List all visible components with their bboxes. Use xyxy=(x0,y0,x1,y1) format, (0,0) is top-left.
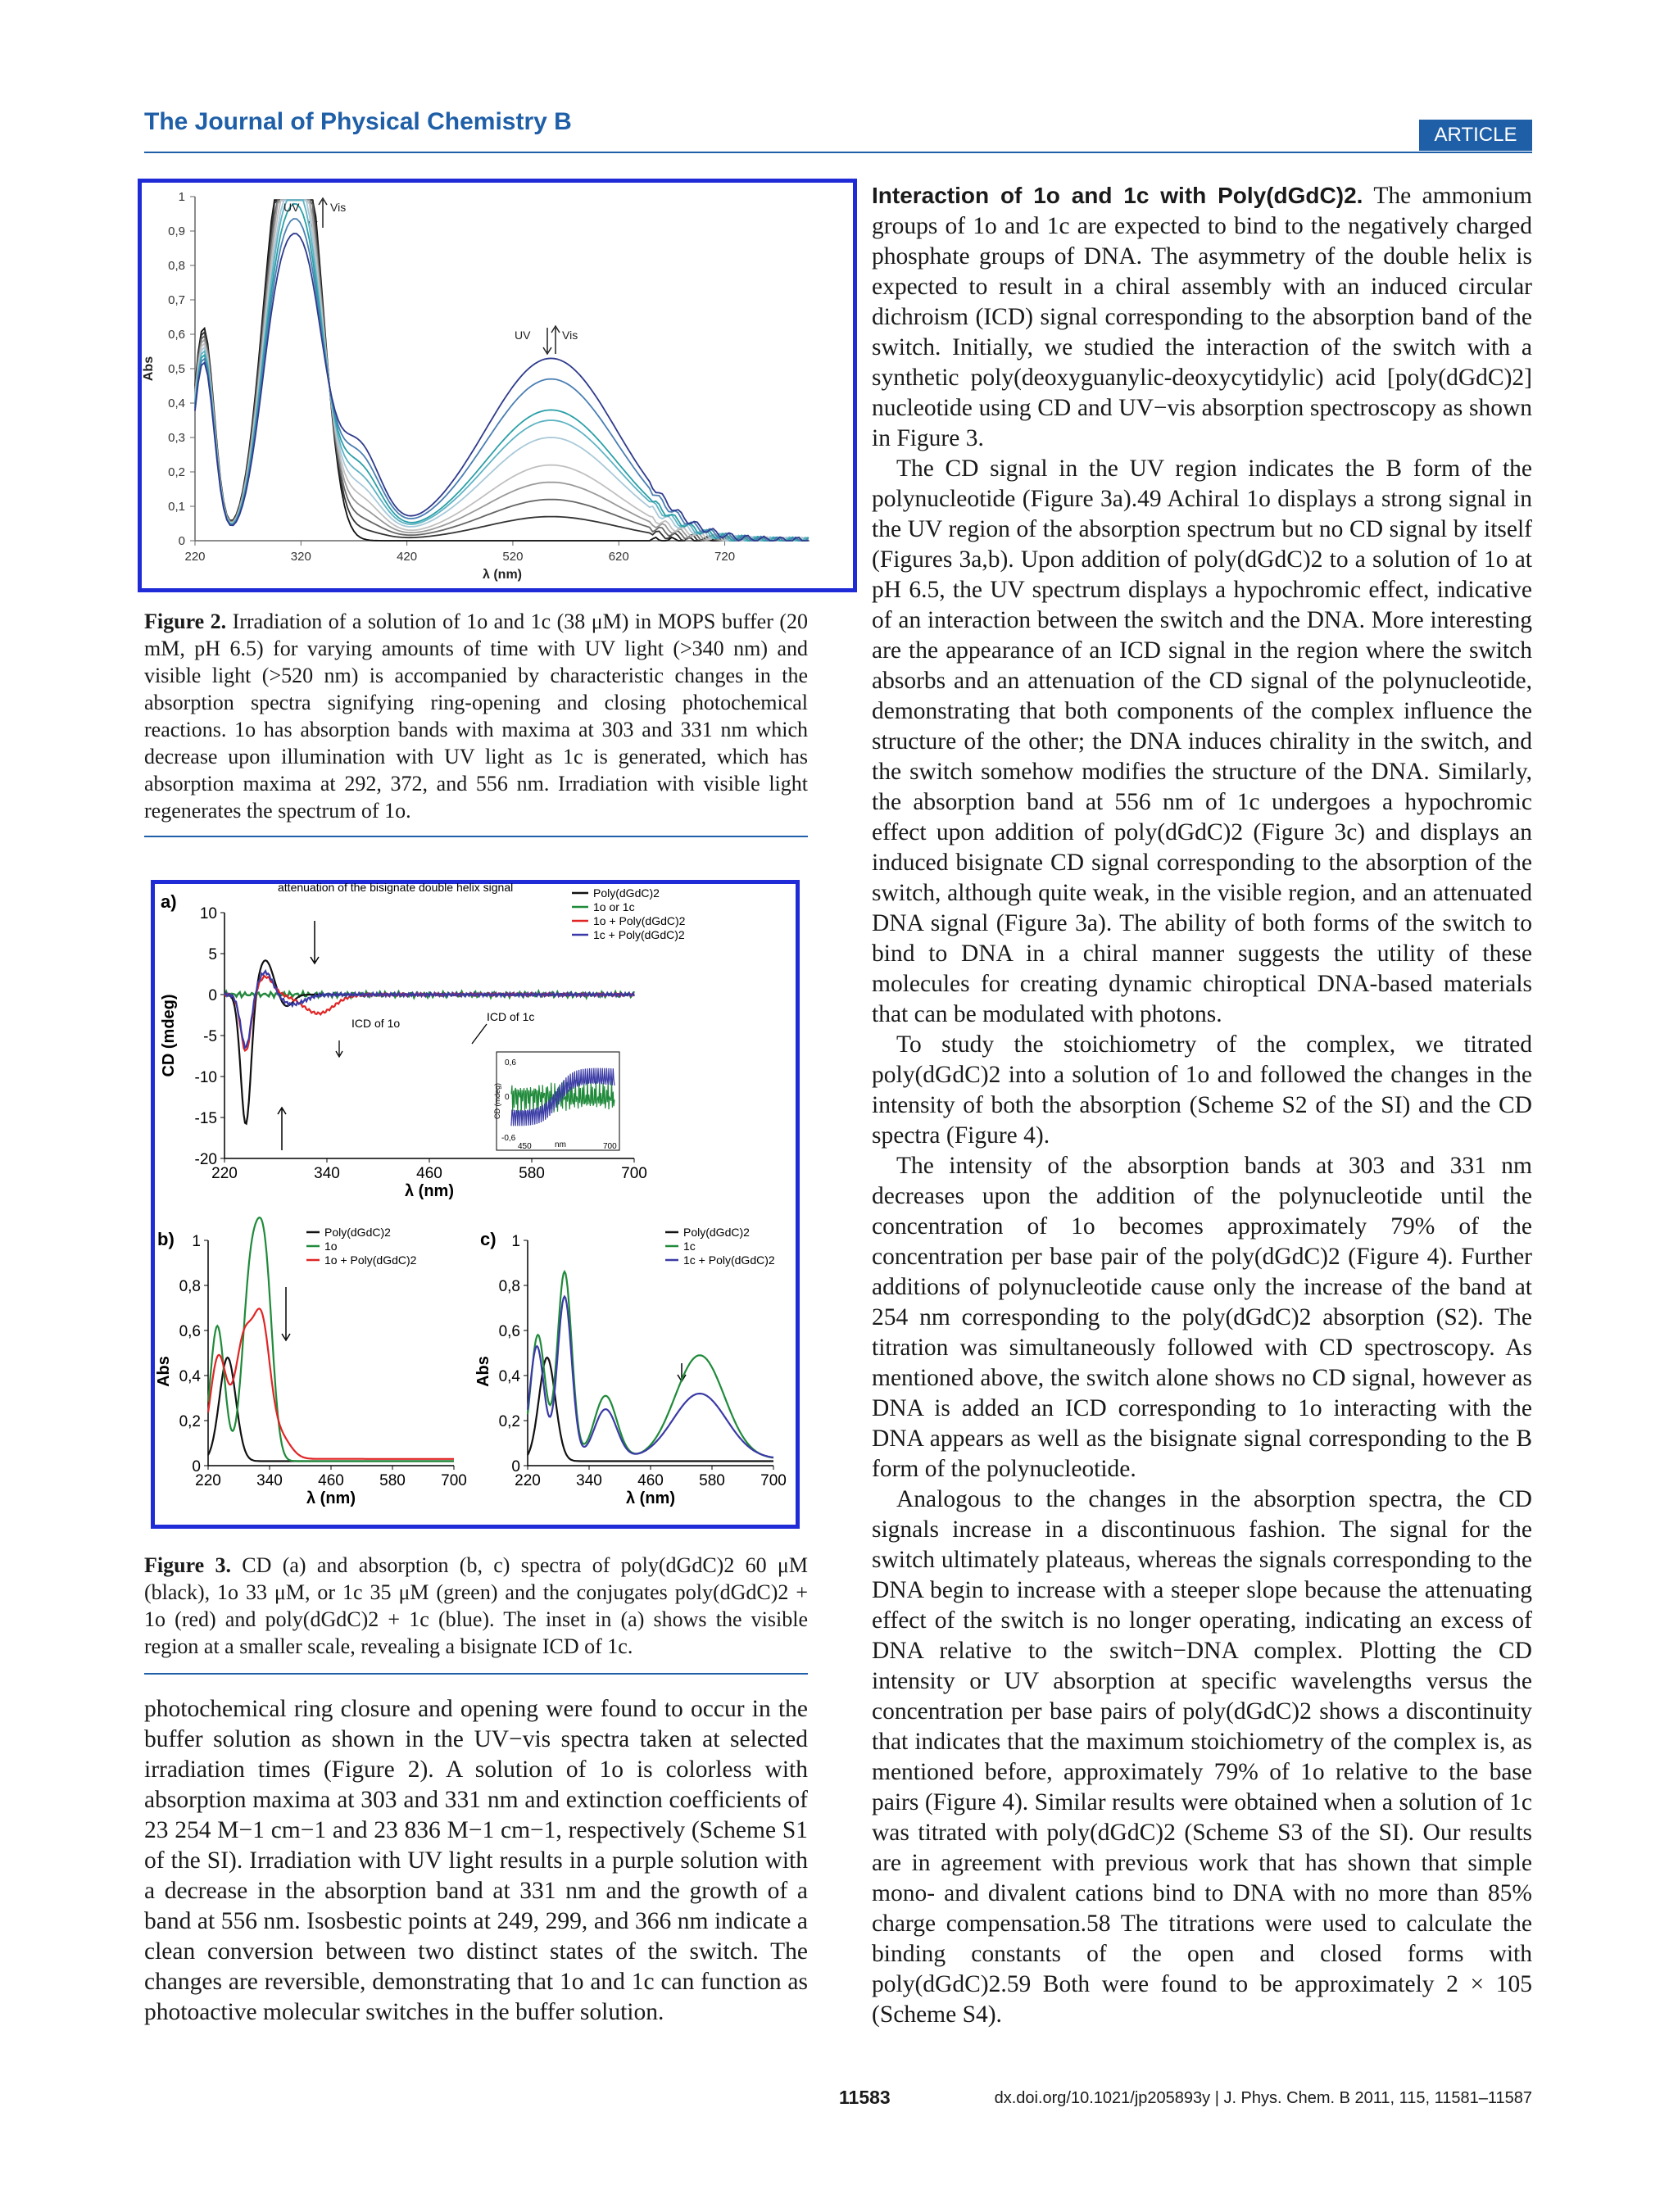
panel-a-label: a) xyxy=(161,891,177,912)
figure-2-caption-text: Irradiation of a solution of 1o and 1c (38 μM) in MOPS buffer (20 mM, pH 6.5) for varying amounts of time with UV light (>340 nm) and visible light (>520 nm) is accompanied by characteristic changes in the absorption spectra signifying ring-opening and closing photochemical reactions. 1o has absorption bands with maxima at 303 and 331 nm which decrease upon illumination with UV light as 1c is generated, which has absorption maxima at 292, 372, and 556 nm. Irradiation with visible light regenerates the spectrum of 1o. xyxy=(144,610,808,823)
panel-c-x-axis-label: λ (nm) xyxy=(626,1489,675,1507)
panel-c-label: c) xyxy=(480,1229,497,1249)
annotation-uv-2: UV xyxy=(515,329,531,342)
panel-c-x-tick-label: 580 xyxy=(699,1472,725,1489)
cd-1o-poly xyxy=(224,976,634,1050)
panel-b-y-tick-label: 0,4 xyxy=(179,1368,201,1385)
arrow-attenuation xyxy=(311,921,319,963)
y-axis-label: Abs xyxy=(142,356,156,382)
x-axis-label: λ (nm) xyxy=(483,568,522,582)
panel-c-y-tick-label: 0,8 xyxy=(498,1278,520,1295)
y-tick-label: 0,8 xyxy=(168,259,185,273)
x-tick-label: 320 xyxy=(290,550,311,564)
inset-x-label: nm xyxy=(555,1140,566,1149)
panel-a-x-tick-label: 220 xyxy=(211,1165,238,1182)
panel-b-label: b) xyxy=(157,1229,175,1249)
spectrum-line xyxy=(195,233,809,541)
legend-label: 1c + Poly(dGdC)2 xyxy=(683,1253,775,1267)
paragraph-5: Analogous to the changes in the absorption spectra, the CD signals increase in a discontinuous fashion. The signal for the switch ultimately plateaus, whereas the signals corresponding to the DNA begin to increase with a steeper slope because the attenuating effect of the switch is no longer operating, indicating an excess of DNA relative to the switch−DNA complex. Plotting the CD intensity or UV absorption at specific wavelengths versus the concentration per base pairs of poly(dGdC)2 shows a discontinuity that indicates that the maximum stoichiometry of the complex is, as mentioned before, approximately 79% of 1o relative to the base pairs (Figure 4). Similar results were obtained when a solution of 1c was titrated with poly(dGdC)2 (Scheme S3 of the SI). Our results are in agreement with previous work that has shown that simple mono- and divalent cations bind to DNA with no more than 85% charge compensation.58 The titrations were used to calculate the binding constants of the open and closed forms with poly(dGdC)2.59 Both were found to be approximately 2 × 105 (Scheme S4). xyxy=(872,1486,1532,2028)
arrow-up-a xyxy=(278,1108,286,1150)
x-tick-label: 620 xyxy=(608,550,629,564)
arrow-up-2 xyxy=(551,326,560,354)
panel-a-x-axis-label: λ (nm) xyxy=(405,1182,454,1200)
inset-y-label: CD (mdeg) xyxy=(493,1082,501,1120)
figure-2-caption xyxy=(144,608,808,824)
header-rule xyxy=(144,152,1532,153)
panel-a-x-tick-label: 460 xyxy=(416,1165,442,1182)
spectrum-line xyxy=(195,200,809,541)
figure-2-caption-label: Figure 2. xyxy=(144,610,227,633)
annotation-icd-1o: ICD of 1o xyxy=(351,1017,401,1030)
panel-c-x-tick-label: 460 xyxy=(637,1472,664,1489)
spectrum-line xyxy=(195,200,809,541)
x-tick-label: 520 xyxy=(502,550,524,564)
y-tick-label: 0,1 xyxy=(168,500,185,514)
spectrum-line xyxy=(195,200,809,541)
panel-c-y-tick-label: 0 xyxy=(511,1458,520,1475)
panel-b-x-axis-label: λ (nm) xyxy=(306,1489,356,1507)
arrow-icd-1c xyxy=(472,1024,487,1044)
panel-b-y-tick-label: 0,8 xyxy=(179,1278,201,1295)
page-number: 11583 xyxy=(839,2087,891,2108)
figure-2-chart xyxy=(138,179,857,592)
panel-b-y-tick-label: 0,6 xyxy=(179,1323,201,1340)
panel-b-y-label: Abs xyxy=(155,1356,173,1387)
panel-b-x-tick-label: 580 xyxy=(379,1472,406,1489)
panel-b-y-tick-label: 0 xyxy=(192,1458,201,1475)
figure-3-chart xyxy=(151,880,800,1529)
y-tick-label: 0,3 xyxy=(168,431,185,445)
panel-a-y-tick-label: -20 xyxy=(194,1151,217,1168)
figure-3 xyxy=(151,880,800,1529)
paragraph-2: The CD signal in the UV region indicates the B form of the polynucleotide (Figure 3a).49 Achiral 1o displays a strong signal in the UV region of the absorption spectrum but no CD signal by itself (Figures 3a,b). Upon addition of poly(dGdC)2 to a solution of 1o at pH 6.5, the UV spectrum displays a hypochromic effect, indicative of an interaction between the switch and the DNA. More interesting are the appearance of an ICD signal in the region where the switch absorbs and an attenuation of the CD signal of the polynucleotide, demonstrating that both components of the complex influence the structure of the other; the DNA induces chirality in the switch, and the switch somehow modifies the structure of the DNA. Similarly, the absorption band at 556 nm of 1c undergoes a hypochromic effect upon addition of poly(dGdC)2 (Figure 3c) and displays an induced bisignate CD signal corresponding to the absorption of the switch, although quite weak, in the visible region, and an attenuated DNA signal (Figure 3a). The ability of both forms of the switch to bind to DNA in a chiral manner suggests the utility of these molecules for creating dynamic chiroptical DNA-based materials that can be modulated with photons. xyxy=(872,456,1532,1027)
paragraph-4: The intensity of the absorption bands at 303 and 331 nm decreases upon the addition of the polynucleotide until the concentration of 1o becomes approximately 79% of the concentration per base pair of the poly(dGdC)2 (Figure 4). Further additions of polynucleotide cause only the increase of the band at 254 nm corresponding to the poly(dGdC)2 absorption (S2). The titration was simultaneously followed with CD spectroscopy. As mentioned above, the switch alone shows no CD signal, however as DNA is added an ICD corresponding to 1o interacting with the DNA appears as well as the bisignate signal corresponding to the B form of the polynucleotide. xyxy=(872,1153,1532,1482)
inset-x-tick: 450 xyxy=(518,1142,532,1151)
panel-c-x-tick-label: 340 xyxy=(576,1472,602,1489)
panel-c-y-tick-label: 0,2 xyxy=(498,1413,520,1430)
figure-2-frame xyxy=(140,181,855,591)
abs-1c-poly xyxy=(528,1297,773,1457)
legend-label: Poly(dGdC)2 xyxy=(593,886,660,900)
panel-c-x-tick-label: 700 xyxy=(760,1472,787,1489)
panel-a-y-tick-label: -10 xyxy=(194,1069,217,1086)
figure-2 xyxy=(138,179,857,592)
panel-a-y-tick-label: -5 xyxy=(203,1028,217,1045)
panel-a-y-tick-label: 10 xyxy=(199,905,217,922)
panel-a-x-tick-label: 580 xyxy=(519,1165,545,1182)
panel-b-x-tick-label: 700 xyxy=(441,1472,467,1489)
inset-y-tick: -0,6 xyxy=(501,1134,516,1143)
y-tick-label: 0,9 xyxy=(168,224,185,238)
spectrum-line xyxy=(195,200,809,541)
panel-a-y-label: CD (mdeg) xyxy=(160,994,178,1077)
x-tick-label: 220 xyxy=(184,550,206,564)
y-tick-label: 0,2 xyxy=(168,465,185,479)
abs-poly-b xyxy=(208,1358,454,1462)
paragraph-1: The ammonium groups of 1o and 1c are expected to bind to the negatively charged phosphate groups of DNA. The asymmetry of the double helix is expected to result in a chiral assembly with an induced circular dichroism (ICD) signal corresponding to the absorption band of the switch. Initially, we studied the interaction of the switch with a synthetic poly(deoxyguanylic-deoxycytidylic) acid [poly(dGdC)2] nucleotide using CD and UV−vis absorption spectroscopy as shown in Figure 3. xyxy=(872,183,1532,451)
panel-c-y-label: Abs xyxy=(474,1356,492,1387)
journal-title: The Journal of Physical Chemistry B xyxy=(144,108,572,135)
left-column xyxy=(144,1694,808,2028)
spectrum-line xyxy=(195,200,809,541)
y-tick-label: 0 xyxy=(178,534,185,548)
panel-b-x-tick-label: 220 xyxy=(195,1472,221,1489)
panel-c-x-tick-label: 220 xyxy=(515,1472,541,1489)
spectrum-line xyxy=(195,219,809,541)
inset-x-tick: 700 xyxy=(603,1142,617,1151)
spectrum-line xyxy=(195,204,809,541)
panel-a-y-tick-label: -15 xyxy=(194,1110,217,1127)
figure-3-caption-label: Figure 3. xyxy=(144,1553,231,1577)
paragraph-3: To study the stoichiometry of the complex, we titrated poly(dGdC)2 into a solution of 1o and followed the changes in the intensity of both the absorption (Scheme S2 of the SI) and the CD spectra (Figure 4). xyxy=(872,1031,1532,1149)
annotation-vis: Vis xyxy=(330,201,347,214)
panel-b-x-tick-label: 340 xyxy=(256,1472,283,1489)
panel-c-y-tick-label: 0,6 xyxy=(498,1323,520,1340)
annotation-attenuation: attenuation of the bisignate double helix signal xyxy=(278,881,514,894)
panel-a-x-tick-label: 340 xyxy=(314,1165,340,1182)
annotation-icd-1c: ICD of 1c xyxy=(487,1010,535,1023)
legend-label: 1o + Poly(dGdC)2 xyxy=(324,1253,417,1267)
caption-separator xyxy=(144,836,808,837)
right-column xyxy=(872,180,1532,2030)
panel-b-x-tick-label: 460 xyxy=(318,1472,344,1489)
arrow-down-2 xyxy=(543,328,551,354)
inset-y-tick: 0 xyxy=(505,1093,510,1102)
panel-c-y-tick-label: 1 xyxy=(511,1233,520,1250)
abs-1c xyxy=(528,1271,773,1457)
panel-b-y-tick-label: 1 xyxy=(192,1233,201,1250)
legend-label: 1o or 1c xyxy=(593,900,635,913)
figure-3-caption-text: CD (a) and absorption (b, c) spectra of poly(dGdC)2 60 μM (black), 1o 33 μM, or 1c 35 μM (green) and the conjugates poly(dGdC)2 + 1o (red) and poly(dGdC)2 + 1c (blue). The inset in (a) shows the visible region at a smaller scale, revealing a bisignate ICD of 1c. xyxy=(144,1553,808,1658)
section-heading: Interaction of 1o and 1c with Poly(dGdC)2. xyxy=(872,183,1363,208)
legend-label: 1o xyxy=(324,1240,338,1253)
y-tick-label: 0,6 xyxy=(168,328,185,342)
figure-3-frame xyxy=(153,882,798,1527)
x-tick-label: 720 xyxy=(714,550,736,564)
inset-y-tick: 0,6 xyxy=(505,1058,516,1067)
left-paragraph: photochemical ring closure and opening were found to occur in the buffer solution as shown in the UV−vis spectra taken at selected irradiation times (Figure 2). A solution of 1o is colorless with absorption maxima at 303 and 331 nm and extinction coefficients of 23 254 M−1 cm−1 and 23 836 M−1 cm−1, respectively (Scheme S1 of the SI). Irradiation with UV light results in a purple solution with a decrease in the absorption band at 331 nm and the growth of a band at 556 nm. Isosbestic points at 249, 299, and 366 nm indicate a clean conversion between two distinct states of the switch. The changes are reversible, demonstrating that 1o and 1c can function as photoactive molecular switches in the buffer solution. xyxy=(144,1696,808,2025)
spectrum-line xyxy=(195,200,809,541)
arrow-up xyxy=(319,198,327,228)
panel-a-y-tick-label: 5 xyxy=(208,946,217,963)
annotation-uv: UV xyxy=(283,201,300,214)
y-tick-label: 1 xyxy=(178,190,185,204)
y-tick-label: 0,4 xyxy=(168,397,185,410)
cd-1c-poly xyxy=(224,971,634,1048)
annotation-vis-2: Vis xyxy=(562,329,578,342)
y-tick-label: 0,7 xyxy=(168,293,185,307)
panel-a-x-tick-label: 700 xyxy=(621,1165,647,1182)
legend-label: 1o + Poly(dGdC)2 xyxy=(593,914,686,927)
spectrum-line xyxy=(195,200,809,541)
panel-b-y-tick-label: 0,2 xyxy=(179,1413,201,1430)
abs-1o-poly xyxy=(208,1308,454,1459)
legend-label: Poly(dGdC)2 xyxy=(324,1226,391,1239)
article-badge: ARTICLE xyxy=(1419,120,1532,151)
legend-label: Poly(dGdC)2 xyxy=(683,1226,750,1239)
arrow-down-b xyxy=(282,1287,290,1340)
arrow-icd-1o xyxy=(336,1040,342,1057)
legend-label: 1c xyxy=(683,1240,696,1253)
doi-citation: dx.doi.org/10.1021/jp205893y | J. Phys. Chem. B 2011, 115, 11581–11587 xyxy=(994,2089,1532,2107)
caption-separator-2 xyxy=(144,1673,808,1675)
figure-3-caption xyxy=(144,1552,808,1660)
panel-c-y-tick-label: 0,4 xyxy=(498,1368,520,1385)
panel-a-y-tick-label: 0 xyxy=(208,987,217,1004)
x-tick-label: 420 xyxy=(397,550,418,564)
legend-label: 1c + Poly(dGdC)2 xyxy=(593,928,685,941)
y-tick-label: 0,5 xyxy=(168,362,185,376)
